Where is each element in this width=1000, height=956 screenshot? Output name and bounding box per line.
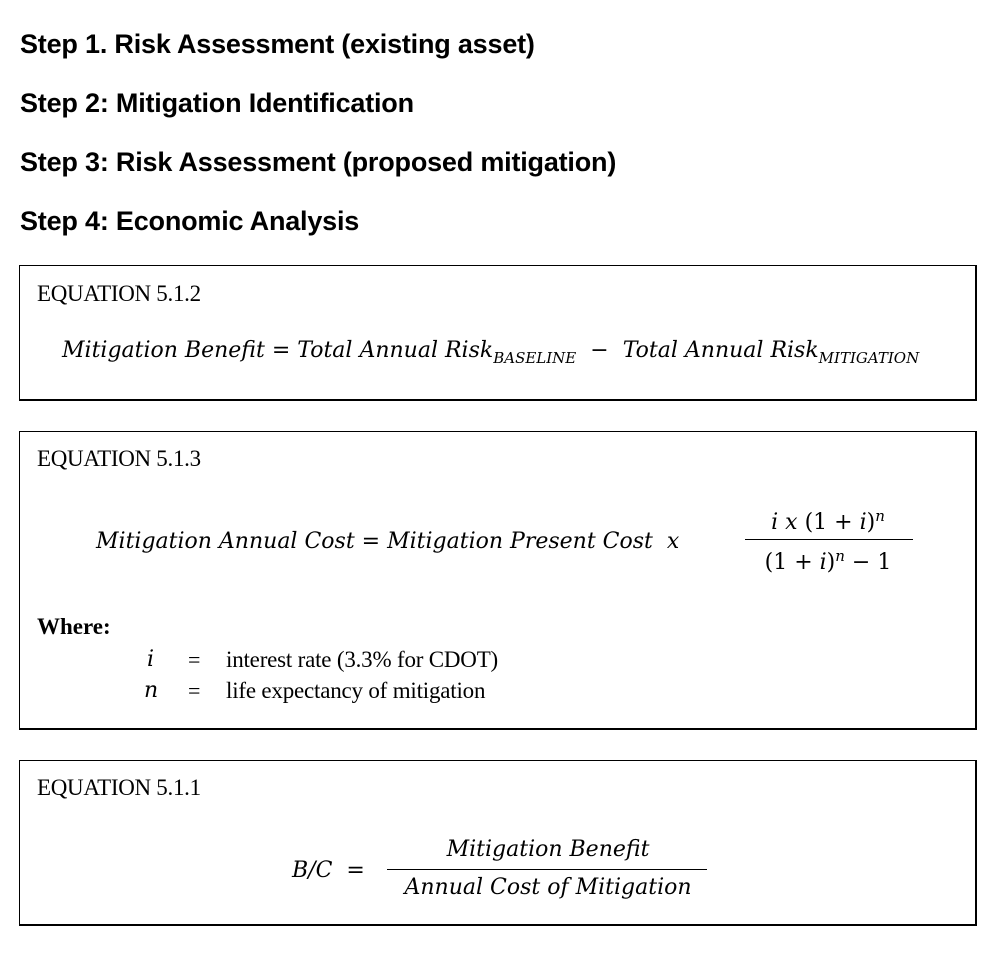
bc-fraction-bar — [387, 869, 707, 870]
den-b: i — [819, 550, 827, 575]
annual-cost-equation-lhs — [96, 531, 679, 553]
bc-ratio: B/C — [292, 858, 333, 883]
eq-sub-mitigation: MITIGATION — [818, 349, 920, 367]
equation-5-1-3-title: EQUATION 5.1.3 — [37, 446, 201, 471]
equation-5-1-3-box — [19, 431, 977, 730]
step-3-heading: Step 3: Risk Assessment (proposed mitigation) — [20, 147, 617, 177]
mitigation-benefit-equation — [62, 340, 919, 366]
def-text-n: life expectancy of mitigation — [226, 678, 486, 703]
bc-lhs — [292, 860, 365, 882]
equation-5-1-1-box — [19, 760, 977, 926]
den-c: ) — [826, 550, 836, 575]
num-exp: n — [875, 507, 885, 525]
fraction-bar — [745, 539, 913, 540]
den-exp: n — [835, 547, 845, 565]
def-symbol-n: n — [144, 678, 159, 703]
num-b: (1 + — [804, 510, 860, 535]
eq-minus: − — [590, 338, 609, 363]
eq-equals: = — [361, 529, 381, 554]
crf-numerator — [738, 509, 918, 534]
def-equals-i: = — [188, 647, 201, 672]
eq-lhs: Mitigation Annual Cost — [96, 529, 355, 554]
num-a: i x — [771, 510, 805, 535]
eq-sub-baseline: BASELINE — [493, 349, 577, 367]
bc-numerator: Mitigation Benefit — [446, 837, 650, 862]
bc-denominator: Annual Cost of Mitigation — [404, 875, 692, 900]
num-c: i — [859, 510, 867, 535]
eq-equals: = — [271, 338, 291, 363]
eq-times: x — [666, 529, 680, 554]
step-1-heading: Step 1. Risk Assessment (existing asset) — [20, 29, 535, 59]
equation-5-1-2-title: EQUATION 5.1.2 — [37, 281, 201, 306]
eq-term-mitigation: Total Annual Risk — [622, 338, 819, 363]
bc-equals: = — [346, 858, 365, 883]
step-4-heading: Step 4: Economic Analysis — [20, 206, 360, 236]
step-2-heading: Step 2: Mitigation Identification — [20, 88, 414, 118]
eq-present-cost: Mitigation Present Cost — [387, 529, 653, 554]
eq-lhs: Mitigation Benefit — [62, 338, 265, 363]
def-equals-n: = — [188, 678, 201, 703]
where-label: Where: — [37, 614, 111, 639]
den-d: − 1 — [844, 550, 892, 575]
eq-term-baseline: Total Annual Risk — [297, 338, 494, 363]
def-text-i: interest rate (3.3% for CDOT) — [226, 647, 499, 672]
def-symbol-i: i — [147, 647, 155, 672]
equation-5-1-1-title: EQUATION 5.1.1 — [37, 775, 201, 800]
equation-5-1-2-box — [19, 265, 977, 401]
num-d: ) — [866, 510, 876, 535]
den-a: (1 + — [764, 550, 820, 575]
crf-denominator — [738, 549, 918, 574]
